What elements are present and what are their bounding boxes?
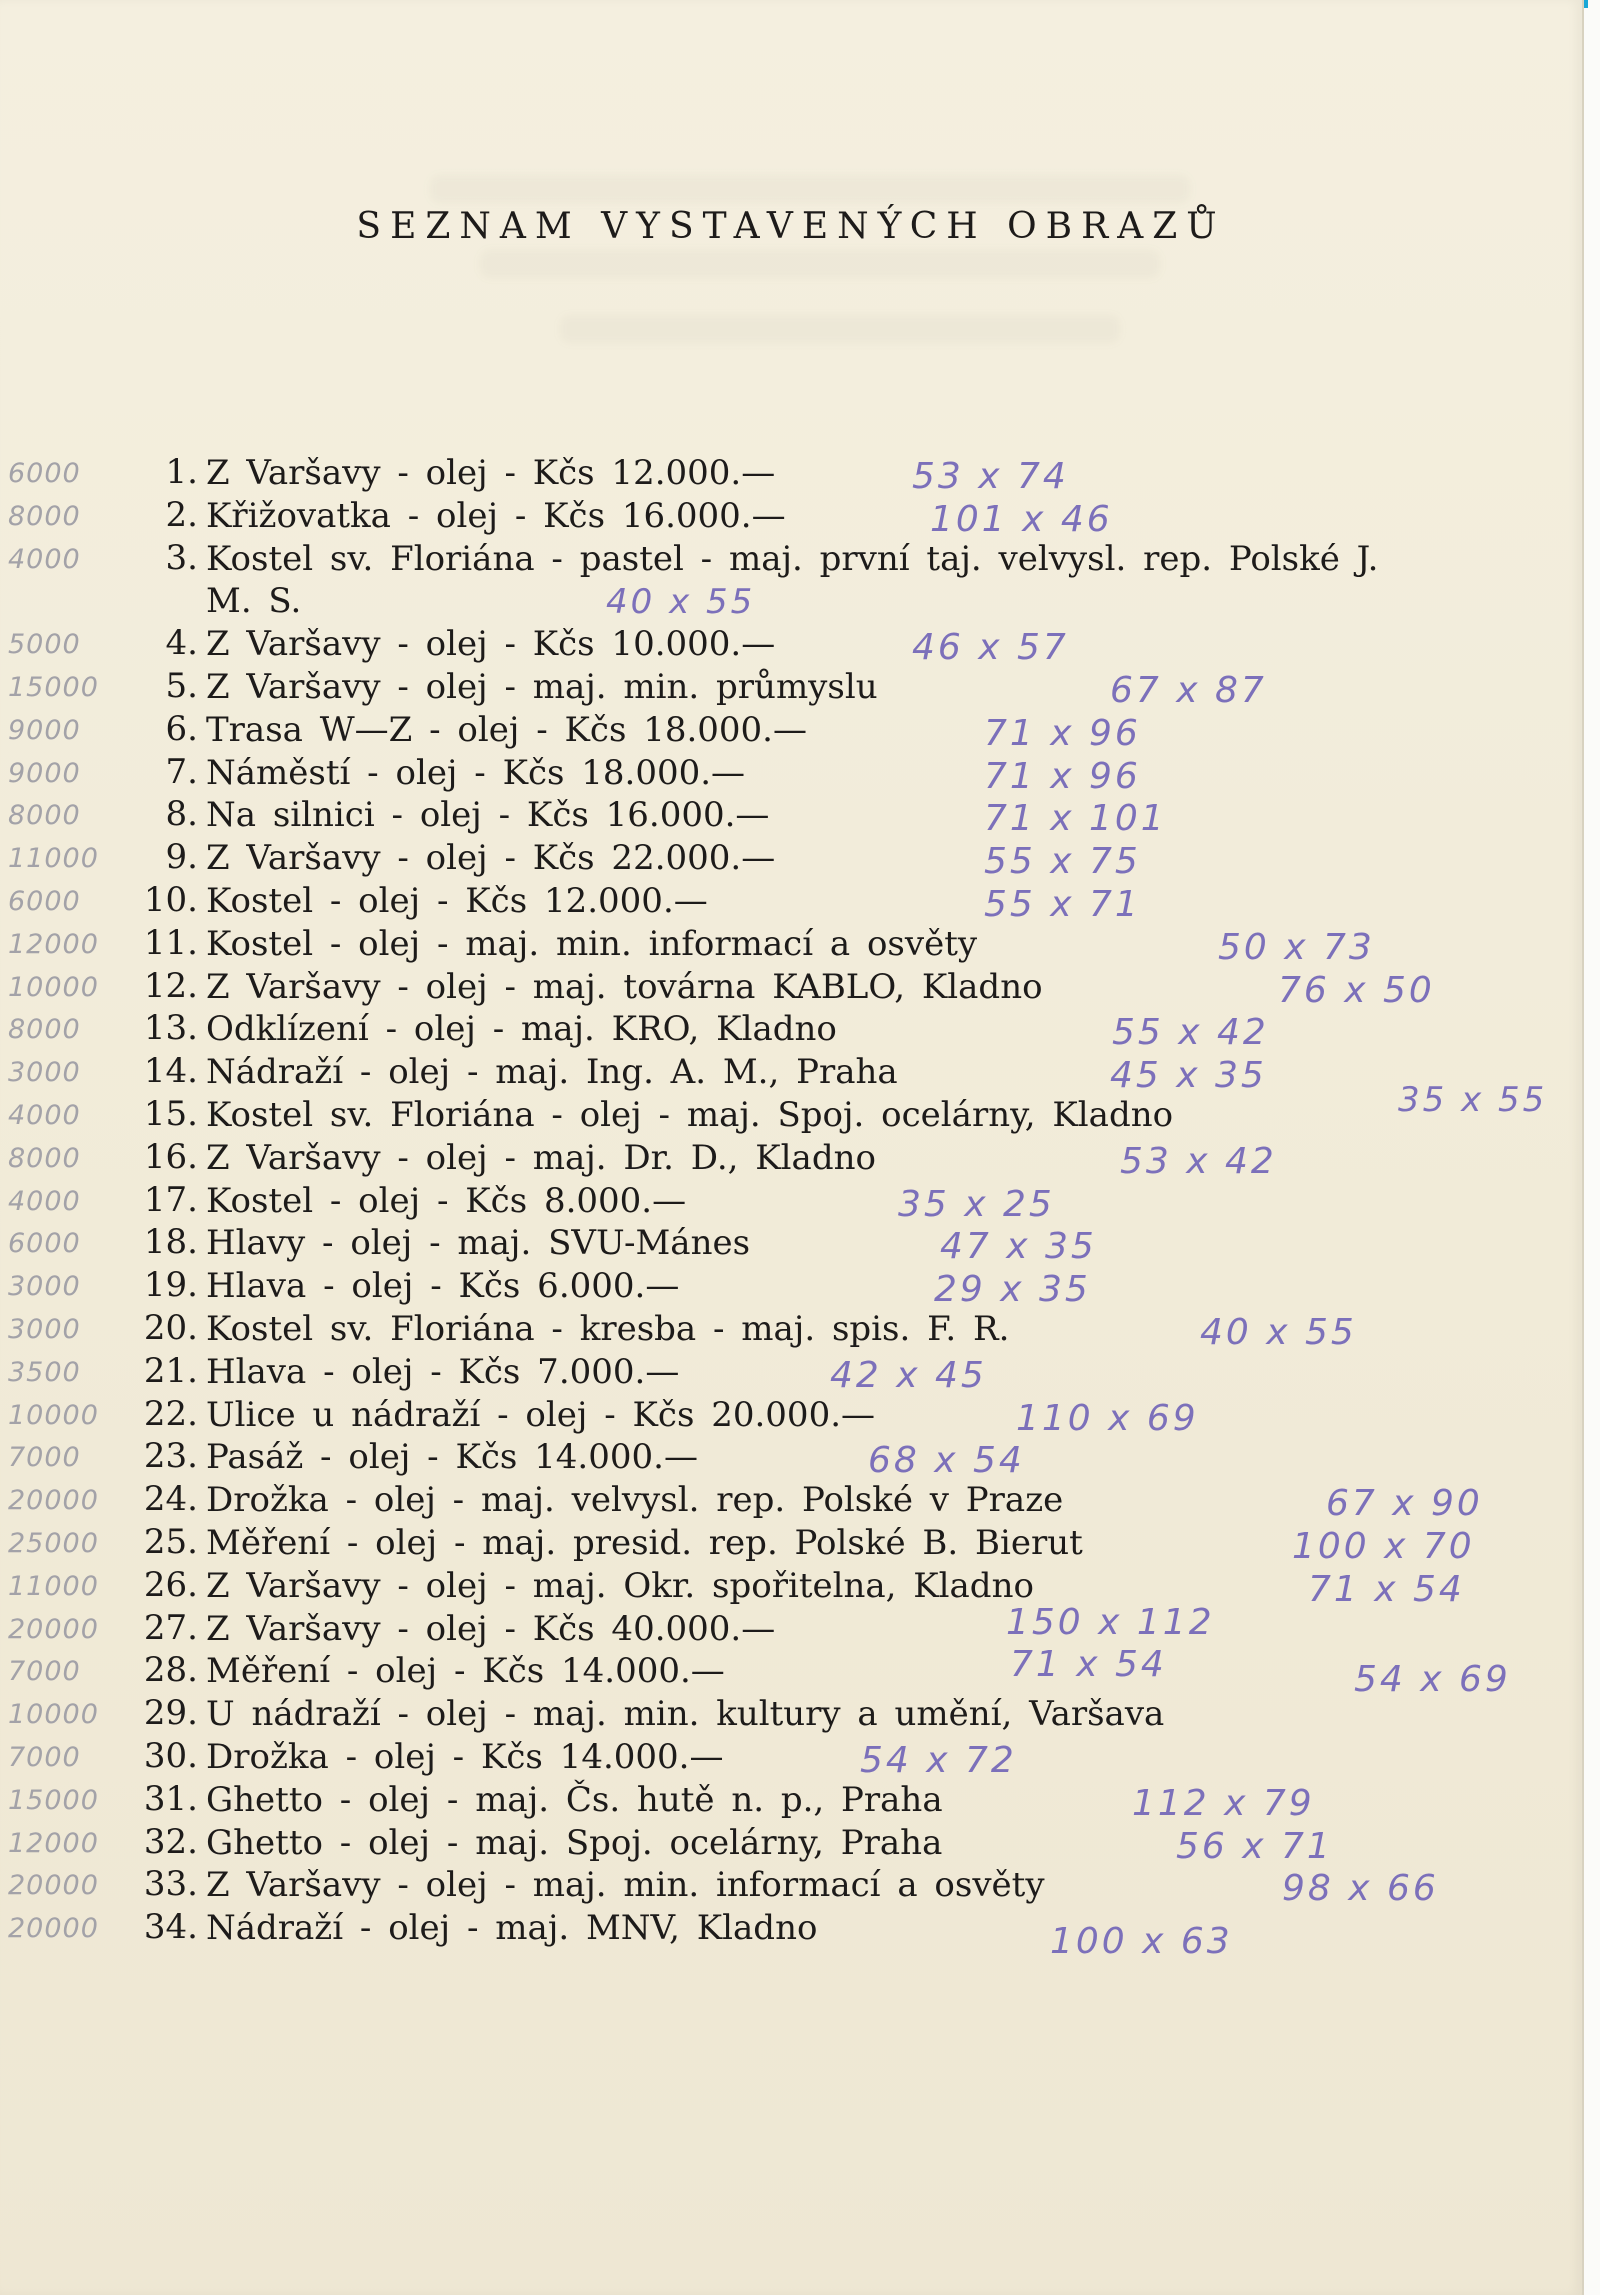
item-text: Kostel sv. Floriána - olej - maj. Spoj. ocelárny, Kladno xyxy=(206,1094,1174,1135)
item-number: 7. xyxy=(165,751,198,792)
pencil-note: 4000 xyxy=(8,543,81,575)
pencil-note: 10000 xyxy=(8,971,99,1003)
handwritten-dimensions: 98 x 66 xyxy=(1282,1868,1439,1910)
item-text: Hlava - olej - Kčs 6.000.— xyxy=(206,1266,680,1307)
item-number: 22. xyxy=(143,1393,198,1434)
handwritten-dimensions: 67 x 90 xyxy=(1326,1483,1483,1525)
item-number: 13. xyxy=(143,1008,198,1049)
item-text: Z Varšavy - olej - Kčs 10.000.— xyxy=(206,624,776,665)
handwritten-dimensions: 50 x 73 xyxy=(1218,926,1375,968)
item-text: U nádraží - olej - maj. min. kultury a umění, Varšava xyxy=(206,1694,1165,1735)
list-item xyxy=(0,495,1582,538)
pencil-note: 6000 xyxy=(8,1228,81,1260)
painting-list xyxy=(0,452,1582,1972)
handwritten-dimensions: 55 x 75 xyxy=(984,841,1141,883)
item-text: Ghetto - olej - maj. Čs. hutě n. p., Praha xyxy=(206,1779,943,1820)
item-number: 10. xyxy=(143,879,198,920)
item-text: Kostel - olej - Kčs 12.000.— xyxy=(206,880,708,921)
item-number: 1. xyxy=(165,452,198,492)
item-text: Měření - olej - Kčs 14.000.— xyxy=(206,1651,725,1692)
item-text: Kostel - olej - Kčs 8.000.— xyxy=(206,1180,687,1221)
handwritten-dimensions: 45 x 35 xyxy=(1110,1055,1267,1097)
item-number: 5. xyxy=(165,665,198,706)
handwritten-dimensions: 54 x 72 xyxy=(860,1739,1017,1781)
handwritten-dimensions: 110 x 69 xyxy=(1016,1397,1199,1439)
item-text: Náměstí - olej - Kčs 18.000.— xyxy=(206,752,746,793)
list-item xyxy=(0,923,1582,966)
handwritten-dimensions: 54 x 69 xyxy=(1354,1659,1511,1701)
item-number: 25. xyxy=(143,1521,198,1562)
handwritten-dimensions: 71 x 96 xyxy=(984,755,1141,797)
item-number: 9. xyxy=(165,837,198,878)
handwritten-dimensions: 29 x 35 xyxy=(934,1269,1091,1311)
bleed-through-line xyxy=(480,250,1160,278)
item-text: Drožka - olej - Kčs 14.000.— xyxy=(206,1736,724,1777)
list-item xyxy=(0,1907,1582,1963)
pencil-note: 20000 xyxy=(8,1485,99,1517)
pencil-note: 25000 xyxy=(8,1527,99,1559)
handwritten-dimensions: 71 x 54 xyxy=(1010,1644,1167,1686)
item-number: 16. xyxy=(143,1136,198,1177)
list-item xyxy=(0,1137,1582,1180)
item-number: 32. xyxy=(143,1821,198,1862)
list-item xyxy=(0,1436,1582,1482)
item-number: 34. xyxy=(143,1907,198,1948)
item-text: Křižovatka - olej - Kčs 16.000.— xyxy=(206,495,786,536)
pencil-note: 7000 xyxy=(8,1442,81,1474)
item-text: Měření - olej - maj. presid. rep. Polské B. Bierut xyxy=(206,1522,1083,1563)
pencil-note: 6000 xyxy=(8,458,81,489)
handwritten-dimensions: 35 x 25 xyxy=(898,1183,1055,1225)
item-text: Z Varšavy - olej - Kčs 12.000.— xyxy=(206,453,776,493)
list-item xyxy=(0,837,1582,883)
list-item xyxy=(0,1394,1582,1437)
item-number: 14. xyxy=(143,1051,198,1092)
pencil-note: 3000 xyxy=(8,1271,81,1303)
list-item xyxy=(0,538,1582,624)
pencil-note: 3000 xyxy=(8,1057,81,1089)
item-text: Z Varšavy - olej - maj. min. průmyslu xyxy=(206,666,878,707)
item-number: 4. xyxy=(165,623,198,664)
handwritten-dimensions: 47 x 35 xyxy=(940,1226,1097,1268)
list-item xyxy=(0,666,1582,709)
item-text: Kostel - olej - maj. min. informací a osvěty xyxy=(206,923,978,964)
pencil-note: 15000 xyxy=(8,671,99,703)
pencil-note: 11000 xyxy=(8,1570,99,1602)
item-text: Na silnici - olej - Kčs 16.000.— xyxy=(206,795,770,836)
item-text: Ulice u nádraží - olej - Kčs 20.000.— xyxy=(206,1394,876,1435)
item-number: 21. xyxy=(143,1350,198,1391)
item-number: 20. xyxy=(143,1307,198,1348)
list-item xyxy=(0,452,1582,495)
pencil-note: 20000 xyxy=(8,1870,99,1902)
handwritten-dimensions: 42 x 45 xyxy=(830,1354,987,1396)
list-item xyxy=(0,1736,1582,1779)
handwritten-dimensions: 67 x 87 xyxy=(1110,669,1267,711)
item-number: 18. xyxy=(143,1222,198,1263)
item-number: 6. xyxy=(165,708,198,749)
item-text: Z Varšavy - olej - maj. Dr. D., Kladno xyxy=(206,1137,876,1178)
handwritten-dimensions: 150 x 112 xyxy=(1006,1601,1215,1643)
item-number: 24. xyxy=(143,1479,198,1520)
pencil-note: 8000 xyxy=(8,800,81,832)
pencil-note: 9000 xyxy=(8,757,81,789)
pencil-note: 7000 xyxy=(8,1741,81,1773)
item-text: Kostel sv. Floriána - pastel - maj. první taj. velvysl. rep. Polské J. M. S. xyxy=(206,538,1379,622)
item-number: 30. xyxy=(143,1735,198,1776)
handwritten-dimensions: 40 x 55 xyxy=(606,581,756,622)
handwritten-dimensions: 101 x 46 xyxy=(930,498,1113,540)
list-item xyxy=(0,709,1582,752)
pencil-note: 15000 xyxy=(8,1784,99,1816)
item-text: Z Varšavy - olej - Kčs 22.000.— xyxy=(206,838,776,879)
page-edge xyxy=(1584,0,1600,2295)
bleed-through-line xyxy=(430,175,1190,203)
item-number: 33. xyxy=(143,1864,198,1905)
item-text: Kostel sv. Floriána - kresba - maj. spis. F. R. xyxy=(206,1308,1010,1349)
list-item xyxy=(0,880,1582,923)
pencil-note: 8000 xyxy=(8,500,81,532)
list-item xyxy=(0,1779,1582,1822)
list-item xyxy=(0,1601,1582,1651)
item-number: 15. xyxy=(143,1093,198,1134)
item-number: 29. xyxy=(143,1693,198,1734)
handwritten-dimensions: 56 x 71 xyxy=(1176,1825,1333,1867)
list-item xyxy=(0,1051,1582,1097)
item-number: 11. xyxy=(143,922,198,963)
list-item xyxy=(0,794,1582,840)
pencil-note: 8000 xyxy=(8,1142,81,1174)
scan-corner-mark xyxy=(1584,0,1588,8)
list-item xyxy=(0,752,1582,795)
pencil-note: 7000 xyxy=(8,1656,81,1688)
item-text: Z Varšavy - olej - maj. min. informací a osvěty xyxy=(206,1865,1045,1906)
pencil-note: 3500 xyxy=(8,1356,81,1388)
item-text: Ghetto - olej - maj. Spoj. ocelárny, Praha xyxy=(206,1822,943,1863)
handwritten-dimensions: 46 x 57 xyxy=(912,627,1069,669)
item-text: Z Varšavy - olej - maj. továrna KABLO, Kladno xyxy=(206,966,1043,1007)
list-item xyxy=(0,1079,1582,1137)
handwritten-dimensions: 76 x 50 xyxy=(1278,969,1435,1011)
handwritten-dimensions: 100 x 63 xyxy=(1050,1921,1233,1963)
item-number: 19. xyxy=(143,1265,198,1306)
item-text: Z Varšavy - olej - Kčs 40.000.— xyxy=(206,1608,776,1649)
item-text: Hlava - olej - Kčs 7.000.— xyxy=(206,1351,680,1392)
pencil-note: 20000 xyxy=(8,1613,99,1645)
list-item xyxy=(0,1222,1582,1268)
list-item xyxy=(0,1008,1582,1054)
list-item xyxy=(0,1822,1582,1865)
item-number: 17. xyxy=(143,1179,198,1220)
pencil-note: 11000 xyxy=(8,843,99,875)
item-text: Odklízení - olej - maj. KRO, Kladno xyxy=(206,1009,837,1050)
handwritten-dimensions: 35 x 55 xyxy=(1398,1079,1548,1120)
item-text: Trasa W—Z - olej - Kčs 18.000.— xyxy=(206,709,807,750)
handwritten-dimensions: 71 x 54 xyxy=(1308,1568,1465,1610)
item-number: 23. xyxy=(143,1436,198,1477)
item-text: Nádraží - olej - maj. MNV, Kladno xyxy=(206,1908,818,1949)
item-text: Nádraží - olej - maj. Ing. A. M., Praha xyxy=(206,1052,898,1093)
pencil-note: 10000 xyxy=(8,1699,99,1731)
handwritten-dimensions: 112 x 79 xyxy=(1132,1782,1315,1824)
pencil-note: 8000 xyxy=(8,1014,81,1046)
item-number: 8. xyxy=(165,794,198,835)
list-item xyxy=(0,623,1582,669)
list-item xyxy=(0,1265,1582,1311)
pencil-note: 9000 xyxy=(8,714,81,746)
page-title: SEZNAM VYSTAVENÝCH OBRAZŮ xyxy=(356,206,1226,247)
handwritten-dimensions: 53 x 42 xyxy=(1120,1140,1277,1182)
item-number: 2. xyxy=(165,494,198,535)
item-text: Z Varšavy - olej - maj. Okr. spořitelna, Kladno xyxy=(206,1565,1034,1606)
list-item xyxy=(0,1180,1582,1223)
item-number: 28. xyxy=(143,1650,198,1691)
pencil-note: 4000 xyxy=(8,1099,81,1131)
pencil-note: 6000 xyxy=(8,885,81,917)
item-text: Hlavy - olej - maj. SVU-Mánes xyxy=(206,1223,751,1264)
list-item xyxy=(0,1864,1582,1910)
handwritten-dimensions: 71 x 101 xyxy=(984,798,1167,840)
bleed-through-line xyxy=(560,315,1120,343)
pencil-note: 20000 xyxy=(8,1913,99,1945)
handwritten-dimensions: 71 x 96 xyxy=(984,712,1141,754)
pencil-note: 3000 xyxy=(8,1313,81,1345)
item-number: 3. xyxy=(165,537,198,578)
handwritten-dimensions: 55 x 42 xyxy=(1112,1012,1269,1054)
handwritten-dimensions: 55 x 71 xyxy=(984,883,1141,925)
list-item xyxy=(0,1308,1582,1351)
list-item xyxy=(0,1522,1582,1565)
list-item xyxy=(0,1479,1582,1525)
item-number: 26. xyxy=(143,1564,198,1605)
handwritten-dimensions: 40 x 55 xyxy=(1200,1311,1357,1353)
pencil-note: 4000 xyxy=(8,1185,81,1217)
handwritten-dimensions: 100 x 70 xyxy=(1292,1525,1475,1567)
pencil-note: 10000 xyxy=(8,1399,99,1431)
list-item xyxy=(0,1644,1582,1693)
handwritten-dimensions: 53 x 74 xyxy=(912,456,1069,497)
item-number: 31. xyxy=(143,1778,198,1819)
item-number: 27. xyxy=(143,1607,198,1648)
handwritten-dimensions: 68 x 54 xyxy=(868,1440,1025,1482)
list-item xyxy=(0,966,1582,1009)
item-text: Pasáž - olej - Kčs 14.000.— xyxy=(206,1437,698,1478)
list-item xyxy=(0,1351,1582,1394)
list-item xyxy=(0,1565,1582,1608)
item-text: Drožka - olej - maj. velvysl. rep. Polské v Praze xyxy=(206,1480,1064,1521)
item-number: 12. xyxy=(143,965,198,1006)
pencil-note: 12000 xyxy=(8,928,99,960)
pencil-note: 12000 xyxy=(8,1827,99,1859)
pencil-note: 5000 xyxy=(8,629,81,661)
